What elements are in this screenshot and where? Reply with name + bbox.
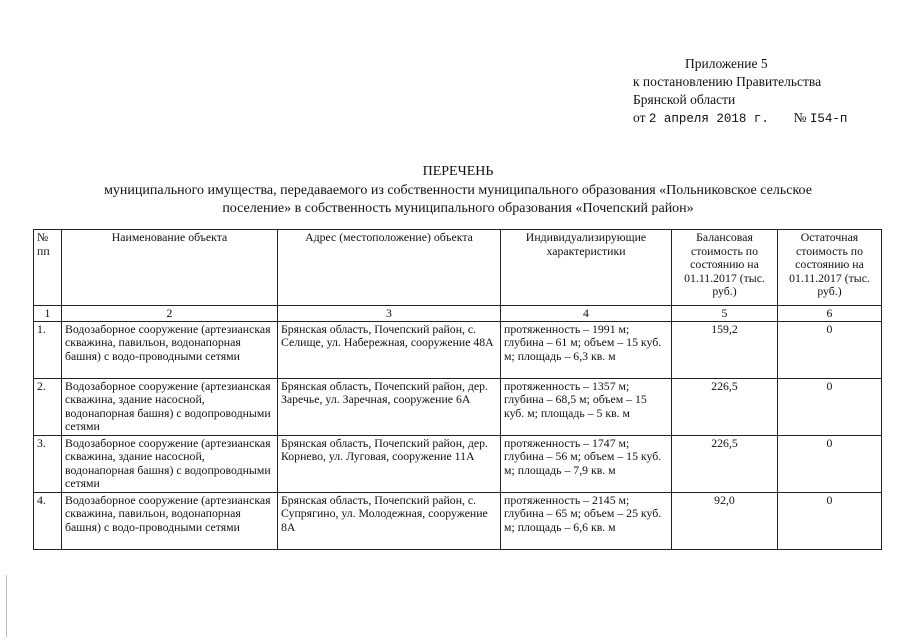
table-row [34,321,882,378]
table-header-row [34,230,882,306]
balance-value: 159,2 [672,321,778,378]
header-name: Наименование объекта [62,230,278,306]
object-features: протяженность – 1991 м; глубина – 61 м; объем – 15 куб. м; площадь – 6,3 кв. м [501,321,672,378]
title-heading: ПЕРЕЧЕНЬ [422,164,494,179]
object-features: протяженность – 2145 м; глубина – 65 м; объем – 25 куб. м; площадь – 6,6 кв. м [501,492,672,549]
object-features: протяженность – 1357 м; глубина – 68,5 м; объем – 15 куб. м; площадь – 5 кв. м [501,378,672,435]
table-row [34,435,882,492]
column-number: 6 [778,306,882,322]
object-name: Водозаборное сооружение (артезианская скважина, здание насосной, водонапорная башня) с водопроводными сетями [62,378,278,435]
appendix-date-line [633,109,893,128]
object-address: Брянская область, Почепский район, с. Селище, ул. Набережная, сооружение 48А [278,321,501,378]
property-table [33,229,882,550]
column-number-row [34,306,882,322]
column-number: 5 [672,306,778,322]
header-residual-value: Остаточная стоимость по состоянию на 01.11.2017 (тыс. руб.) [778,230,882,306]
residual-value: 0 [778,435,882,492]
residual-value: 0 [778,492,882,549]
title-line-1: муниципального имущества, передаваемого из собственности муниципального образования «Польниковское сельское [104,182,812,198]
appendix-line-2: к постановлению Правительства [633,74,822,89]
number-label: № [793,110,807,125]
residual-value: 0 [778,321,882,378]
header-number: № пп [34,230,62,306]
balance-value: 226,5 [672,435,778,492]
resolution-date: 2 апреля 2018 г. [648,112,769,126]
row-number: 4. [34,492,62,549]
appendix-header [633,55,893,128]
scan-margin-line [6,575,7,637]
object-name: Водозаборное сооружение (артезианская скважина, здание насосной, водонапорная башня) с водопроводными сетями [62,435,278,492]
table-row [34,492,882,549]
header-balance-value: Балансовая стоимость по состоянию на 01.11.2017 (тыс. руб.) [672,230,778,306]
column-number: 4 [501,306,672,322]
object-features: протяженность – 1747 м; глубина – 56 м; объем – 15 куб. м; площадь – 7,9 кв. м [501,435,672,492]
object-name: Водозаборное сооружение (артезианская скважина, павильон, водонапорная башня) с водо-проводными сетями [62,321,278,378]
title-line-2: поселение» в собственность муниципального образования «Почепский район» [222,201,694,216]
object-address: Брянская область, Почепский район, дер. Корнево, ул. Луговая, сооружение 11А [278,435,501,492]
column-number: 2 [62,306,278,322]
table-row [34,378,882,435]
column-number: 3 [278,306,501,322]
row-number: 3. [34,435,62,492]
appendix-line-1: Приложение 5 [685,56,768,71]
row-number: 2. [34,378,62,435]
balance-value: 226,5 [672,378,778,435]
date-prefix: от [633,110,646,125]
document-title [40,163,876,219]
row-number: 1. [34,321,62,378]
column-number: 1 [34,306,62,322]
object-address: Брянская область, Почепский район, с. Супрягино, ул. Молодежная, сооружение 8А [278,492,501,549]
resolution-number: I54-п [809,112,848,126]
object-name: Водозаборное сооружение (артезианская скважина, павильон, водонапорная башня) с водо-проводными сетями [62,492,278,549]
balance-value: 92,0 [672,492,778,549]
header-features: Индивидуализирующие характеристики [501,230,672,306]
object-address: Брянская область, Почепский район, дер. Заречье, ул. Заречная, сооружение 6А [278,378,501,435]
appendix-line-3: Брянской области [633,92,736,107]
residual-value: 0 [778,378,882,435]
header-address: Адрес (местоположение) объекта [278,230,501,306]
